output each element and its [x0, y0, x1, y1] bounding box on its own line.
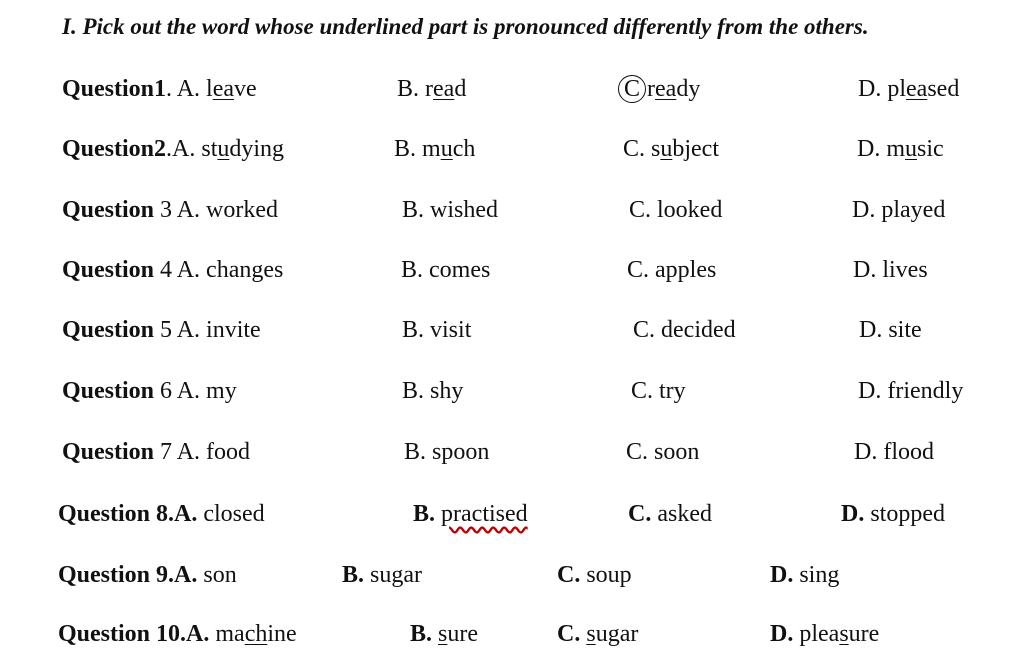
option-c — [627, 255, 716, 285]
option-c — [628, 499, 712, 529]
option-letter: B. — [402, 197, 425, 223]
option-letter: A. — [186, 621, 210, 647]
option-word: subject — [651, 136, 719, 162]
option-word: invite — [206, 317, 261, 343]
question-row — [0, 134, 1024, 170]
question-row — [0, 376, 1024, 412]
option-word: decided — [661, 317, 736, 343]
question-number: 5 — [154, 317, 173, 343]
option-letter: D. — [858, 378, 882, 404]
option-word: played — [881, 197, 946, 223]
option-a — [58, 560, 237, 590]
underlined-part: ch — [244, 621, 268, 647]
option-word: machine — [215, 621, 297, 647]
question-label: Question — [62, 257, 155, 283]
option-b — [410, 619, 478, 649]
option-c — [631, 376, 686, 406]
option-letter: C. — [628, 501, 652, 527]
underlined-part: u — [440, 136, 453, 162]
option-word: visit — [430, 317, 472, 343]
circled-answer-mark: C — [618, 75, 646, 103]
option-c — [618, 74, 700, 104]
option-a — [62, 255, 283, 285]
option-d — [854, 437, 934, 467]
option-letter: C. — [631, 378, 654, 404]
option-letter: B. — [342, 562, 365, 588]
option-d — [770, 560, 839, 590]
option-a — [62, 195, 278, 225]
option-b — [394, 134, 475, 164]
question-row — [0, 315, 1024, 351]
underlined-part: ea — [655, 76, 677, 102]
option-c — [557, 560, 632, 590]
option-word: much — [422, 136, 476, 162]
option-letter: C. — [557, 621, 581, 647]
option-letter: A. — [176, 378, 201, 404]
option-letter: A. — [176, 76, 201, 102]
question-label: Question 8.A. — [58, 501, 198, 527]
question-label: Question — [62, 439, 155, 465]
question-row — [0, 560, 1024, 596]
option-word: son — [203, 562, 237, 588]
option-letter: D. — [770, 562, 794, 588]
option-c — [629, 195, 722, 225]
option-word: sing — [799, 562, 840, 588]
option-word: ready — [647, 76, 701, 102]
option-word: food — [206, 439, 251, 465]
option-word: changes — [206, 257, 284, 283]
option-letter: B. — [401, 257, 424, 283]
option-b — [397, 74, 466, 104]
option-b — [413, 499, 528, 529]
question-number: 3 — [154, 197, 173, 223]
option-letter: D. — [854, 439, 878, 465]
question-number: 10. — [150, 621, 187, 647]
question-number: 6 — [154, 378, 173, 404]
question-row — [0, 437, 1024, 473]
question-label: Question — [58, 621, 151, 647]
option-word: sugar — [370, 562, 422, 588]
option-letter: D. — [853, 257, 877, 283]
option-word: flood — [883, 439, 935, 465]
option-word: site — [888, 317, 922, 343]
option-word: my — [206, 378, 237, 404]
question-number: 9. — [150, 562, 175, 588]
underlined-part: s — [438, 621, 448, 647]
option-a — [62, 376, 237, 406]
option-c — [626, 437, 699, 467]
option-letter: D. — [857, 136, 881, 162]
option-word: worked — [206, 197, 279, 223]
option-b — [402, 195, 498, 225]
option-letter: A. — [176, 317, 201, 343]
option-letter: D. — [858, 76, 882, 102]
option-letter: B. — [394, 136, 417, 162]
option-letter: A. — [176, 257, 201, 283]
option-letter: C. — [626, 439, 649, 465]
option-letter: C. — [557, 562, 581, 588]
option-a — [62, 437, 250, 467]
question-separator: . — [166, 136, 173, 162]
option-letter: C. — [629, 197, 652, 223]
exercise-title: I. Pick out the word whose underlined part is pronounced differently from the others. — [62, 14, 869, 39]
option-word: music — [886, 136, 944, 162]
option-letter: B. — [410, 621, 433, 647]
option-word: comes — [429, 257, 491, 283]
option-c — [623, 134, 719, 164]
option-word: practised — [441, 501, 528, 527]
underlined-part: ea — [433, 76, 455, 102]
option-word: try — [659, 378, 686, 404]
option-word: pleasure — [799, 621, 880, 647]
option-word: soon — [654, 439, 700, 465]
question-separator: . — [166, 76, 177, 102]
option-word: wished — [430, 197, 499, 223]
question-row — [0, 195, 1024, 231]
option-a — [58, 499, 265, 529]
option-b — [401, 255, 490, 285]
question-label: Question — [58, 562, 151, 588]
option-letter: B. — [402, 317, 425, 343]
option-letter: B. — [413, 501, 436, 527]
option-a — [62, 134, 284, 164]
option-word: apples — [655, 257, 717, 283]
option-b — [402, 315, 471, 345]
option-word: soup — [586, 562, 632, 588]
question-label: Question — [62, 317, 155, 343]
option-word: leave — [206, 76, 257, 102]
option-letter: C. — [623, 136, 646, 162]
option-letter: C. — [633, 317, 656, 343]
option-word: studying — [201, 136, 285, 162]
option-a — [62, 315, 261, 345]
option-letter: B. — [402, 378, 425, 404]
option-letter: B. — [404, 439, 427, 465]
underlined-part: u — [905, 136, 918, 162]
option-b — [404, 437, 489, 467]
option-letter: B. — [397, 76, 420, 102]
option-word: read — [425, 76, 467, 102]
option-word: spoon — [432, 439, 490, 465]
underlined-part: s — [586, 621, 596, 647]
question-row — [0, 619, 1024, 655]
underlined-part: s — [839, 621, 849, 647]
option-a — [58, 619, 297, 649]
option-d — [858, 74, 959, 104]
option-letter: A. — [174, 562, 198, 588]
option-word: stopped — [870, 501, 946, 527]
option-letter: A. — [176, 197, 201, 223]
question-row — [0, 499, 1024, 535]
option-word: asked — [657, 501, 712, 527]
option-letter: C. — [627, 257, 650, 283]
option-d — [857, 134, 944, 164]
option-word: lives — [882, 257, 928, 283]
underlined-part: u — [217, 136, 230, 162]
option-word: closed — [203, 501, 265, 527]
question-row — [0, 74, 1024, 110]
option-d — [859, 315, 922, 345]
question-label: Question — [62, 197, 155, 223]
option-b — [402, 376, 463, 406]
option-word: sugar — [586, 621, 639, 647]
option-c — [633, 315, 736, 345]
option-d — [841, 499, 945, 529]
option-b — [342, 560, 422, 590]
option-word: looked — [657, 197, 723, 223]
underlined-part: u — [660, 136, 673, 162]
question-label: Question — [62, 378, 155, 404]
question-label: Question2 — [62, 136, 167, 162]
option-letter: A. — [176, 439, 201, 465]
underlined-part: ea — [906, 76, 928, 102]
question-number: 4 — [154, 257, 173, 283]
option-letter: D. — [770, 621, 794, 647]
option-word: friendly — [887, 378, 964, 404]
option-d — [852, 195, 945, 225]
option-a — [62, 74, 257, 104]
option-d — [858, 376, 963, 406]
option-d — [853, 255, 928, 285]
question-number: 7 — [154, 439, 173, 465]
option-letter: D. — [859, 317, 883, 343]
option-c — [557, 619, 638, 649]
option-d — [770, 619, 879, 649]
question-row — [0, 255, 1024, 291]
underlined-part: ea — [212, 76, 235, 102]
question-label: Question1 — [62, 76, 167, 102]
option-letter: D. — [852, 197, 876, 223]
option-letter: A. — [172, 136, 196, 162]
option-word: sure — [438, 621, 479, 647]
option-letter: D. — [841, 501, 865, 527]
option-word: pleased — [887, 76, 960, 102]
option-word: shy — [430, 378, 464, 404]
